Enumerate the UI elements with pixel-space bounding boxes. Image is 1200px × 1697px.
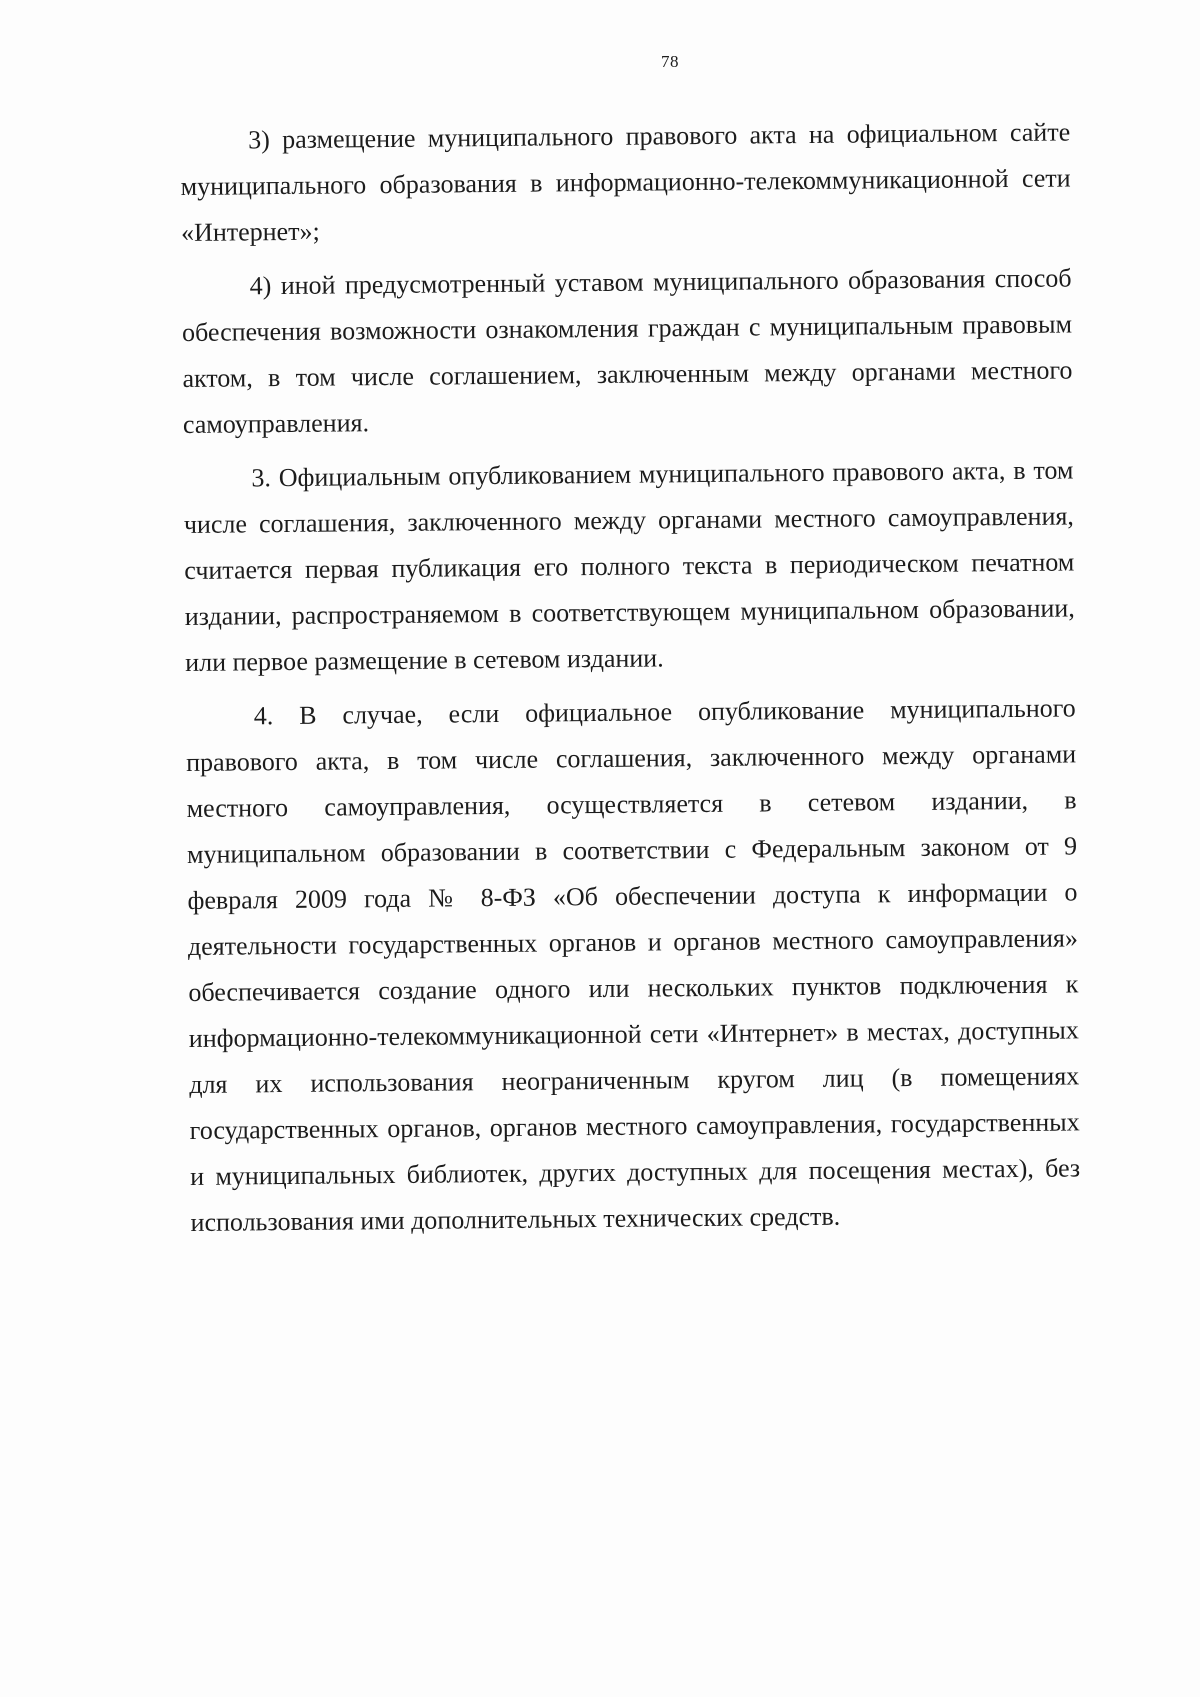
paragraph-clause-3: 3. Официальным опубликованием муниципального правового акта, в том числе соглашения, заключенного между органами местного самоуправления, считается первая публикация его полного текста в периодическом печатном издании, распространяемом в соответствующем муниципальном образовании, или первое размещение в сетевом издании. bbox=[183, 455, 1075, 677]
paragraph-clause-4: 4. В случае, если официальное опубликование муниципального правового акта, в том числе соглашения, заключенного между органами местного самоуправления, осуществляется в сетевом издании, в муниципальном образовании в соответствии с Федеральным законом от 9 февраля 2009 года № 8-ФЗ «Об обеспечении доступа к информации о деятельности государственных органов и органов местного самоуправления» обеспечивается создание одного или нескольких пунктов подключения к информационно-телекоммуникационной сети «Интернет» в местах, доступных для их использования неограниченным кругом лиц (в помещениях государственных органов, органов местного самоуправления, государственных и муниципальных библиотек, других доступных для посещения местах), без использования ими дополнительных технических средств. bbox=[186, 693, 1081, 1237]
document-body bbox=[180, 109, 1081, 1245]
page-number: 78 bbox=[661, 52, 679, 71]
paragraph-item-3: 3) размещение муниципального правового акта на официальном сайте муниципального образования в информационно-телекоммуникационной сети «Интернет»; bbox=[180, 117, 1071, 247]
paragraph-item-4: 4) иной предусмотренный уставом муниципального образования способ обеспечения возможности ознакомления граждан с муниципальным правовым актом, в том числе соглашением, заключенным между органами местного самоуправления. bbox=[181, 263, 1073, 439]
